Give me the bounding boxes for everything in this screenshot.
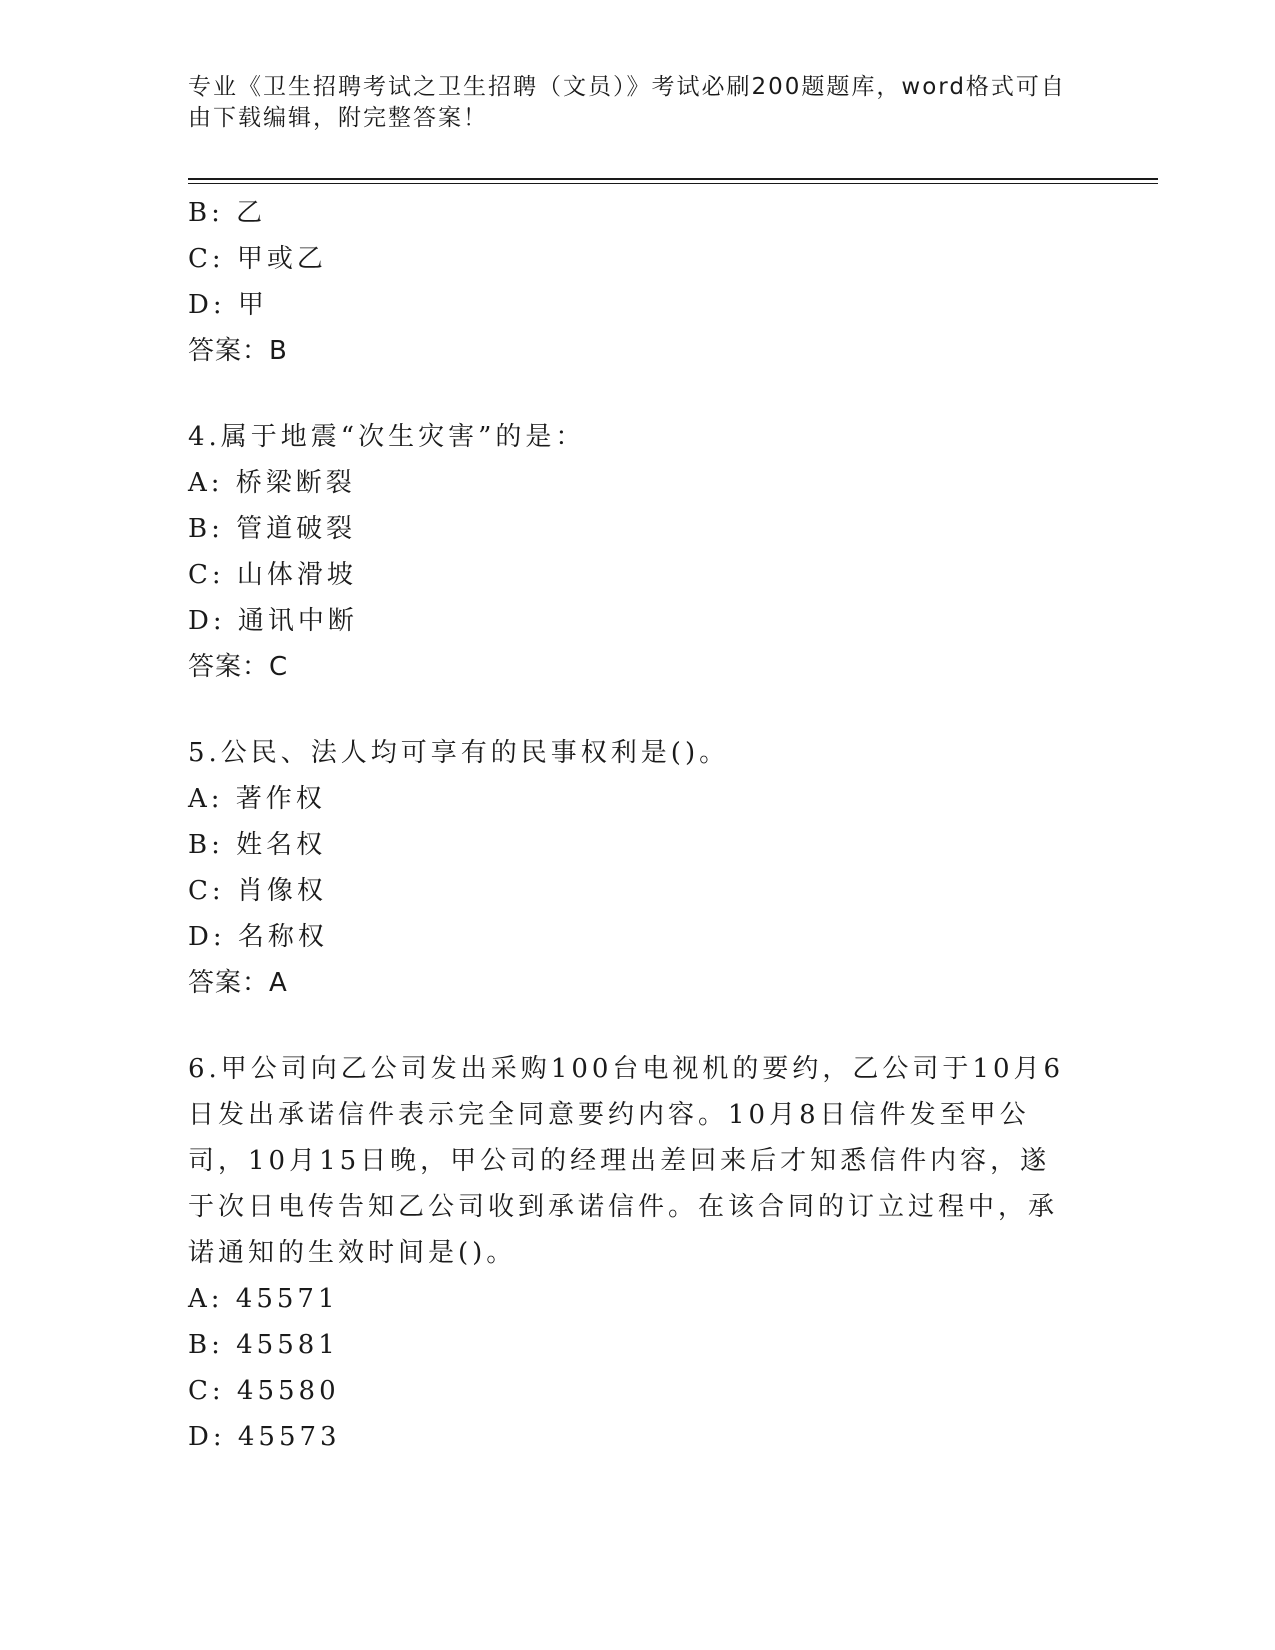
option-b: B: 姓名权 — [188, 830, 327, 860]
carryover-question — [188, 190, 1088, 374]
question-stem: 4.属于地震“次生灾害”的是： — [188, 422, 586, 452]
option-d: D: 名称权 — [188, 922, 328, 952]
header-divider-thin — [188, 183, 1158, 184]
question-5 — [188, 730, 1088, 1006]
question-6 — [188, 1046, 1088, 1460]
answer-line: 答案：B — [188, 336, 288, 366]
option-a: A: 45571 — [188, 1284, 339, 1314]
option-c: C: 肖像权 — [188, 876, 327, 906]
document-header: 专业《卫生招聘考试之卫生招聘（文员）》考试必刷200题题库，word格式可自由下载编辑，附完整答案！ — [188, 74, 1066, 131]
question-4 — [188, 414, 1088, 690]
option-a: A: 著作权 — [188, 784, 326, 814]
option-d: D: 45573 — [188, 1422, 341, 1452]
answer-line: 答案：C — [188, 652, 289, 682]
question-stem: 5.公民、法人均可享有的民事权利是()。 — [188, 738, 730, 768]
header-divider-thick — [188, 178, 1158, 180]
question-stem: 6.甲公司向乙公司发出采购100台电视机的要约，乙公司于10月6日发出承诺信件表示完全同意要约内容。10月8日信件发至甲公司，10月15日晚，甲公司的经理出差回来后才知悉信件内容，遂于次日电传告知乙公司收到承诺信件。在该合同的订立过程中，承诺通知的生效时间是()。 — [188, 1054, 1065, 1268]
answer-line: 答案：A — [188, 968, 288, 998]
option-c: C: 甲或乙 — [188, 244, 327, 274]
option-b: B: 管道破裂 — [188, 514, 357, 544]
option-b: B: 45581 — [188, 1330, 339, 1360]
option-c: C: 45580 — [188, 1376, 340, 1406]
option-d: D: 甲 — [188, 290, 268, 320]
document-body — [188, 190, 1088, 1460]
option-b: B: 乙 — [188, 198, 267, 228]
option-d: D: 通讯中断 — [188, 606, 358, 636]
option-a: A: 桥梁断裂 — [188, 468, 356, 498]
option-c: C: 山体滑坡 — [188, 560, 357, 590]
